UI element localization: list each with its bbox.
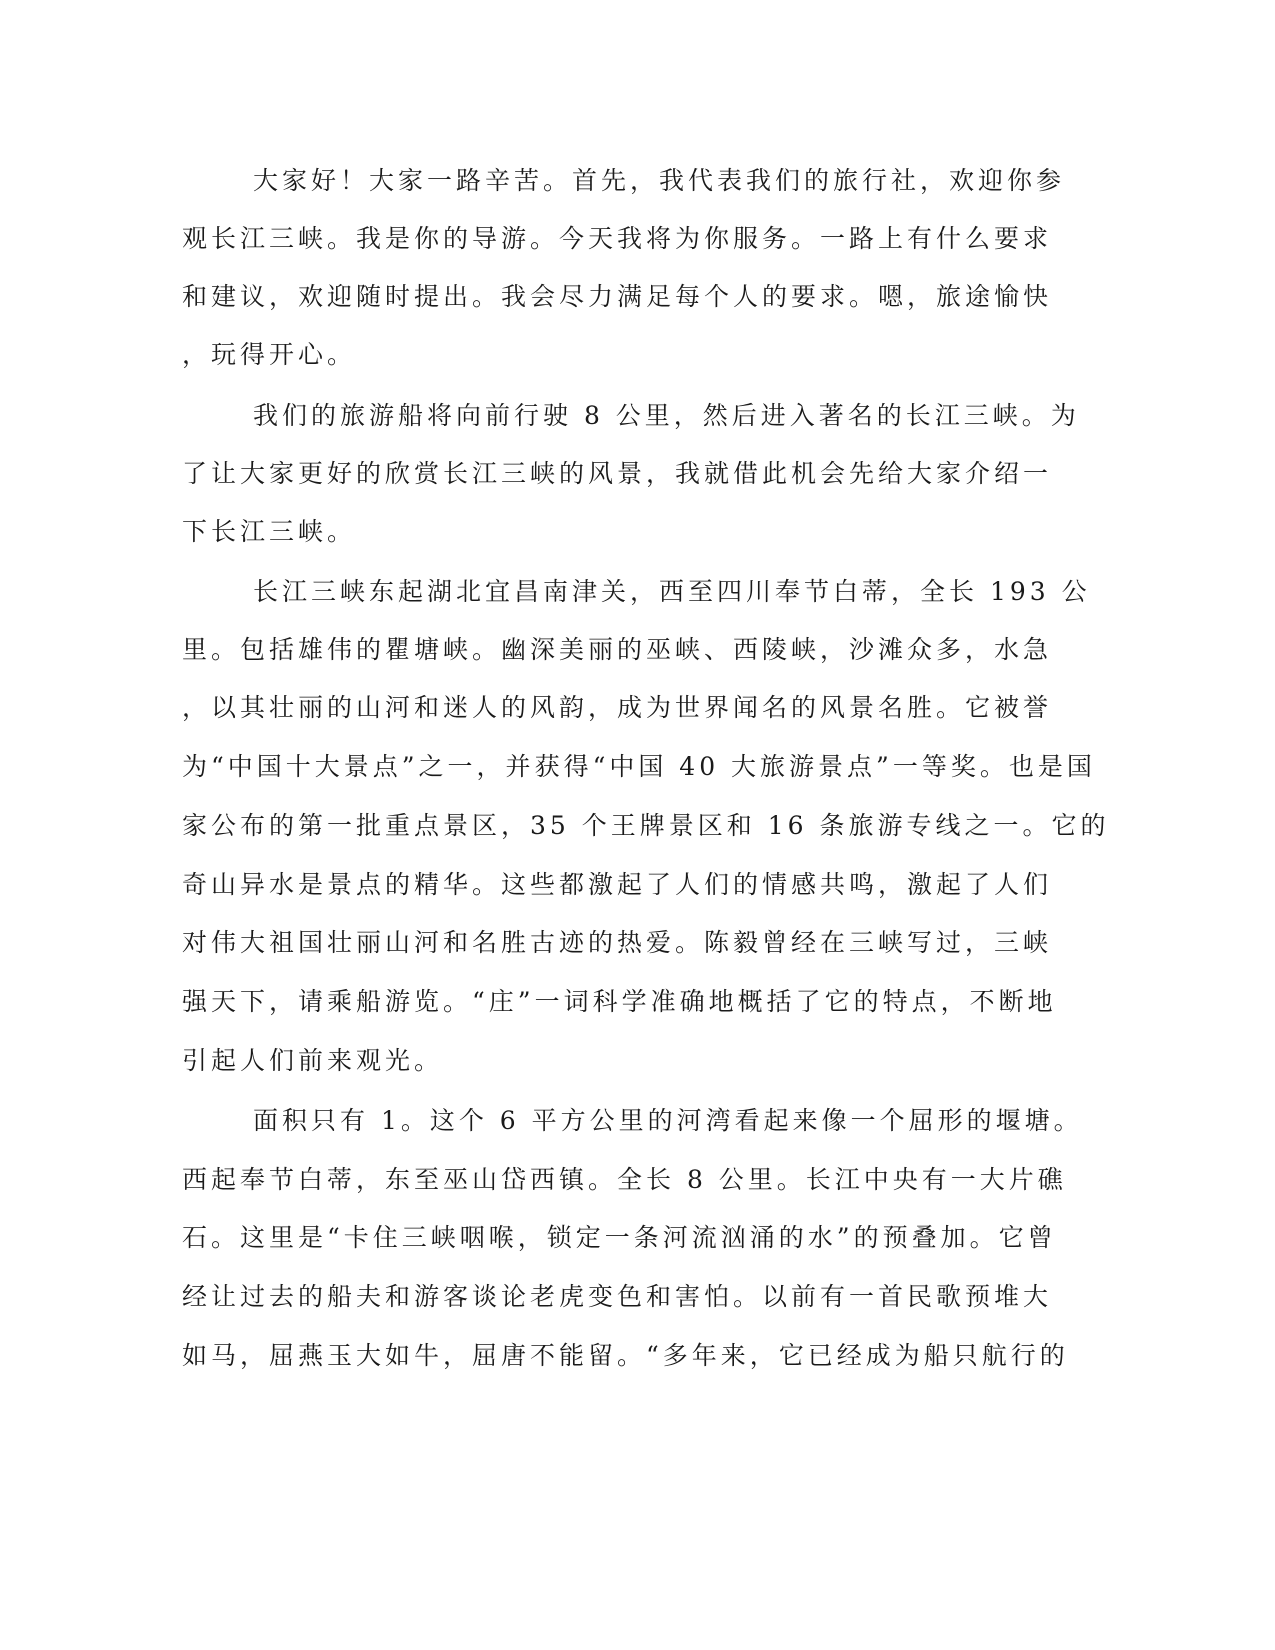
text-line: 观长江三峡。我是你的导游。今天我将为你服务。一路上有什么要求 (182, 224, 1053, 253)
text-line: 长江三峡东起湖北宜昌南津关，西至四川奉节白蒂，全长 193 公 (253, 577, 1091, 606)
text-line: 下长江三峡。 (182, 517, 357, 546)
text-line: 面积只有 1。这个 6 平方公里的河湾看起来像一个屈形的堰塘。 (253, 1106, 1083, 1135)
text-line: 家公布的第一批重点景区，35 个王牌景区和 16 条旅游专线之一。它的 (182, 811, 1110, 840)
text-line: 石。这里是“卡住三峡咽喉，锁定一条河流汹涌的水”的预叠加。它曾 (182, 1223, 1057, 1252)
text-line: 了让大家更好的欣赏长江三峡的风景，我就借此机会先给大家介绍一 (182, 459, 1053, 488)
text-line: 我们的旅游船将向前行驶 8 公里，然后进入著名的长江三峡。为 (253, 401, 1080, 430)
text-line: ，玩得开心。 (182, 340, 357, 369)
text-line: 为“中国十大景点”之一，并获得“中国 40 大旅游景点”一等奖。也是国 (182, 752, 1096, 781)
text-line: 西起奉节白蒂，东至巫山岱西镇。全长 8 公里。长江中央有一大片礁 (182, 1165, 1067, 1194)
text-line: 大家好！大家一路辛苦。首先，我代表我们的旅行社，欢迎你参 (253, 166, 1066, 195)
text-line: 奇山异水是景点的精华。这些都激起了人们的情感共鸣，激起了人们 (182, 870, 1053, 899)
text-line: 强天下，请乘船游览。“庄”一词科学准确地概括了它的特点，不断地 (182, 987, 1057, 1016)
text-line: 引起人们前来观光。 (182, 1046, 444, 1075)
text-line: 如马，屈燕玉大如牛，屈唐不能留。“多年来，它已经成为船只航行的 (182, 1341, 1069, 1370)
text-line: ，以其壮丽的山河和迷人的风韵，成为世界闻名的风景名胜。它被誉 (182, 693, 1053, 722)
text-line: 和建议，欢迎随时提出。我会尽力满足每个人的要求。嗯，旅途愉快 (182, 282, 1053, 311)
text-line: 经让过去的船夫和游客谈论老虎变色和害怕。以前有一首民歌预堆大 (182, 1282, 1053, 1311)
text-line: 里。包括雄伟的瞿塘峡。幽深美丽的巫峡、西陵峡，沙滩众多，水急 (182, 635, 1053, 664)
text-line: 对伟大祖国壮丽山河和名胜古迹的热爱。陈毅曾经在三峡写过，三峡 (182, 928, 1053, 957)
